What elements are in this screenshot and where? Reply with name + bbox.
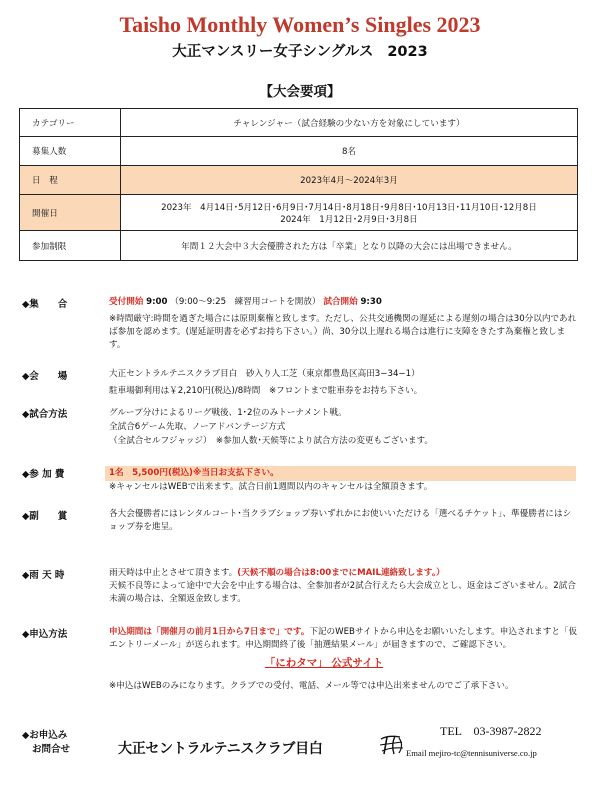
dates-line-2024: 2024年 1月12日･2月9日･3月8日 (280, 214, 418, 225)
venue-line1: 大正セントラルテニスクラブ目白 砂入り人工芝（東京都豊島区高田3−34−1） (109, 369, 420, 379)
fee-cancel-note: ※キャンセルはWEBで出来ます。試合日前1週間以内のキャンセルは全額頂きます。 (109, 482, 433, 492)
rain-mail-note: (天候不順の場合は8:00までにMAIL連絡致します。） (237, 568, 445, 578)
capacity-value: 8名 (121, 137, 578, 166)
practice-note: （9:00～9:25 練習用コートを開放） (170, 297, 321, 307)
rain-line2: 天候不良等によって途中で大会を中止する場合は、全参加者が2試合行えたら大会成立とし、返金はございません。2試合未満の場合は、全額返金致します。 (109, 581, 576, 604)
gathering-body (109, 296, 579, 352)
restriction-label: 参加制限 (20, 231, 121, 261)
official-site-link[interactable]: 「にわタマ」 公式サイト (264, 657, 384, 669)
start-label: 試合開始 (323, 297, 358, 307)
contact-label (22, 729, 102, 757)
contact-email[interactable]: Email mejiro-tc@tennisuniverse.co.jp (406, 748, 537, 758)
venue-body (109, 368, 579, 398)
format-body (109, 406, 579, 448)
apply-note: ※申込はWEBのみになります。クラブでの受付、電話、メール等では申込出来ませんのでご了承下さい。 (109, 681, 514, 691)
gathering-times (109, 296, 579, 309)
rain-label: ◆雨 天 時 (22, 570, 65, 581)
title-japanese (0, 40, 600, 61)
prize-label: ◆副 賞 (22, 511, 68, 522)
fee-amount: 1名 5,500円(税込)※当日お支払下さい。 (105, 466, 576, 481)
fee-body (109, 466, 579, 494)
apply-body (109, 626, 579, 693)
category-value: チャレンジャー（試合経験の少ない方を対象にしています） (121, 109, 578, 137)
reception-time: 9:00 (146, 297, 168, 307)
category-label: カテゴリー (20, 109, 121, 137)
club-logo-text: 大正セントラルテニスクラブ目白 (118, 741, 323, 757)
apply-text (109, 626, 579, 652)
capacity-label: 募集人数 (20, 137, 121, 166)
title-japanese-text: 大正マンスリー女子シングルス (172, 44, 374, 60)
venue-line2: 駐車場御利用は￥2,210円(税込)/8時間 ※フロントまで駐車券をお持ち下さい。 (109, 386, 423, 396)
summary-row-category (20, 109, 578, 137)
summary-row-dates (20, 195, 578, 231)
start-time: 9:30 (360, 297, 382, 307)
club-emblem-icon (378, 733, 406, 757)
title-english: Taisho Monthly Women’s Singles 2023 (119, 12, 481, 37)
schedule-label: 日 程 (20, 166, 121, 195)
schedule-value: 2023年4月～2024年3月 (121, 166, 578, 195)
reception-label: 受付開始 (109, 297, 144, 307)
gathering-label: ◆集 合 (22, 299, 68, 310)
summary-row-schedule (20, 166, 578, 195)
dates-label: 開催日 (20, 195, 121, 231)
title-year: 2023 (387, 44, 428, 60)
contact-label-line1: ◆お申込み (22, 730, 68, 741)
fee-label: ◆参 加 費 (22, 469, 65, 480)
dates-line-2023: 2023年 4月14日･5月12日･6月9日･7月14日･8月18日･9月8日･10月13日･11月10日･12月8日 (161, 202, 537, 213)
rain-body (109, 567, 579, 606)
format-line3: （全試合セルフジャッジ） ※参加人数･天候等により試合方法の変更もございます。 (109, 436, 433, 446)
summary-row-capacity (20, 137, 578, 166)
summary-table (19, 108, 578, 261)
restriction-value: 年間１２大会中３大会優勝された方は「卒業」となり以降の大会には出場できません。 (121, 231, 578, 261)
format-line1: グループ分けによるリーグ戦後、1･2位のみトーナメント戦。 (109, 408, 347, 418)
dates-value (121, 195, 578, 231)
venue-label: ◆会 場 (22, 371, 68, 382)
summary-row-restriction (20, 231, 578, 261)
apply-period: 申込期間は「開催月の前月1日から7日まで」です。 (109, 627, 310, 637)
rain-line1 (109, 567, 579, 580)
apply-label: ◆申込方法 (22, 629, 68, 640)
format-label: ◆試合方法 (22, 409, 68, 420)
section-title: 【大会要項】 (259, 84, 341, 100)
gathering-note: ※時間厳守:時間を過ぎた場合には原則棄権と致します。ただし、公共交通機関の遅延による遅刻の場合は30分以内であれば参加を認めます。(遅延証明書を必ずお持ち下さい。）尚、30分以上遅れる場合は進行に支障をきたす為棄権と致します。 (109, 314, 577, 350)
prize-body: 各大会優勝者にはレンタルコート･当クラブショップ券いずれかにお使いいただける「選べるチケット」、準優勝者にはショップ券を進呈。 (109, 509, 572, 532)
contact-tel: TEL 03-3987-2822 (440, 724, 542, 738)
format-line2: 全試合6ゲーム先取、ノーアドバンテージ方式 (109, 422, 286, 432)
apply-instructions: 下記のWEBサイトから申込をお願いいたします。申込されますと「仮エントリーメール」が送られます。申込期間終了後「抽選結果メール」が届きますので、ご確認下さい。 (109, 627, 578, 650)
rain-plain: 雨天時は中止とさせて頂きます。 (109, 568, 238, 578)
contact-label-line2: お問合せ (32, 744, 71, 755)
